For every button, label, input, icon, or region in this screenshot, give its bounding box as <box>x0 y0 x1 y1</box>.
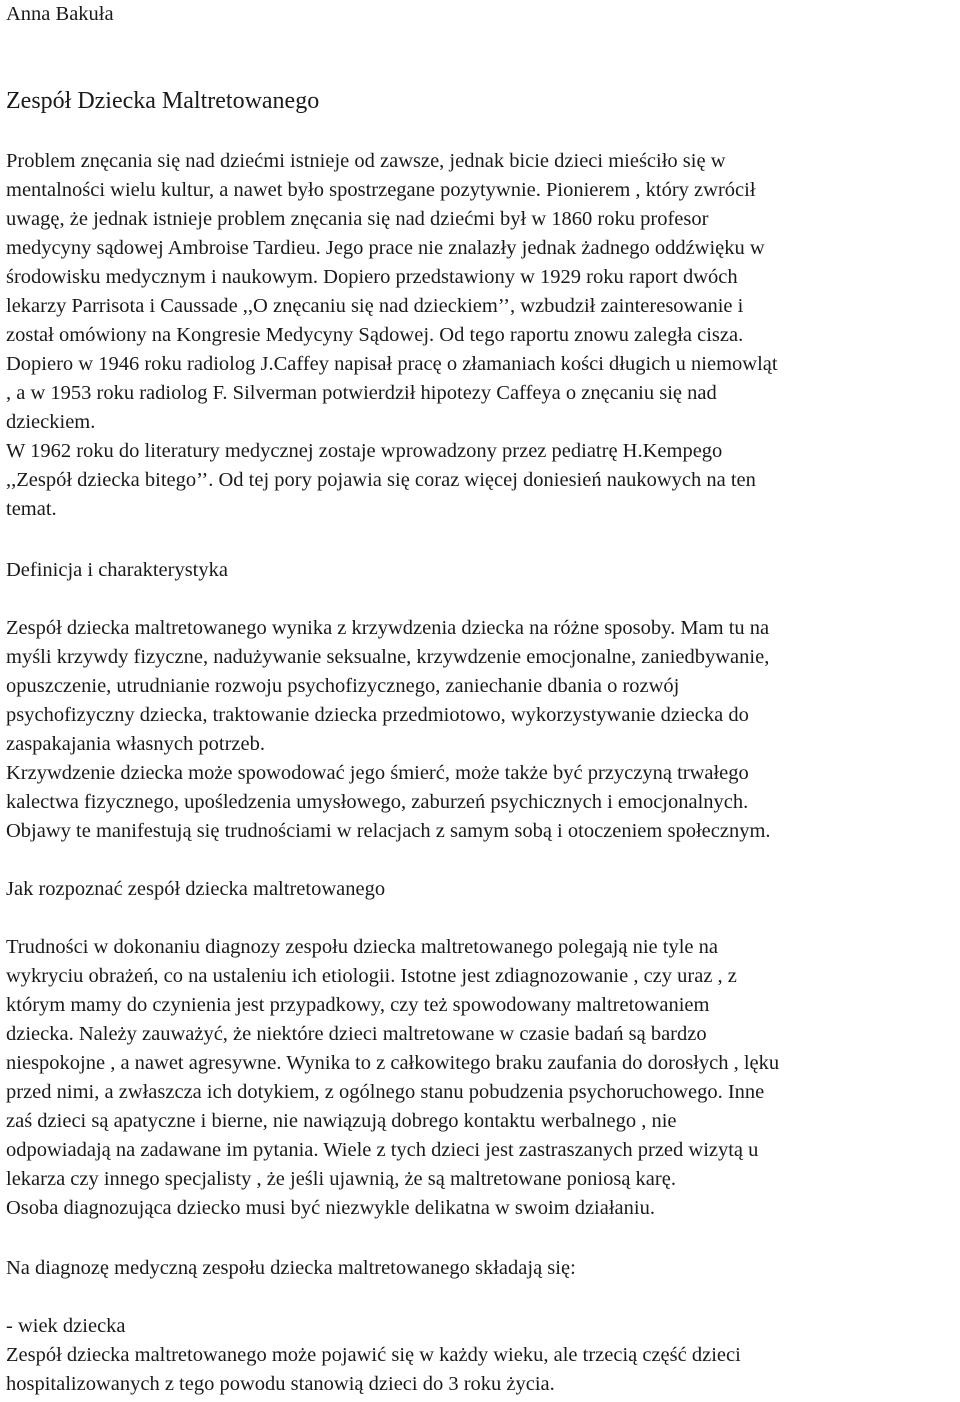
list-item-age: - wiek dziecka <box>6 1315 126 1337</box>
text-line: temat. <box>6 498 57 520</box>
text-line: dzieckiem. <box>6 411 96 433</box>
text-line: Trudności w dokonaniu diagnozy zespołu dziecka maltretowanego polegają nie tyle na <box>6 936 718 958</box>
text-line: zaspakajania własnych potrzeb. <box>6 733 265 755</box>
text-line: mentalności wielu kultur, a nawet było spostrzegane pozytywnie. Pionierem , który zwrócił <box>6 179 756 201</box>
text-line: Zespół dziecka maltretowanego może pojawić się w każdy wieku, ale trzecią część dzieci <box>6 1344 741 1366</box>
section-heading-recognize: Jak rozpoznać zespół dziecka maltretowanego <box>6 878 386 900</box>
text-line: opuszczenie, utrudnianie rozwoju psychofizycznego, zaniechanie dbania o rozwój <box>6 675 680 697</box>
section-heading-definition: Definicja i charakterystyka <box>6 559 228 581</box>
text-line: przed nimi, a zwłaszcza ich dotykiem, z ogólnego stanu pobudzenia psychoruchowego. Inne <box>6 1081 765 1103</box>
text-line: , a w 1953 roku radiolog F. Silverman potwierdził hipotezy Caffeya o znęcaniu się nad <box>6 382 717 404</box>
text-line: hospitalizowanych z tego powodu stanowią dzieci do 3 roku życia. <box>6 1373 555 1395</box>
text-line: Krzywdzenie dziecka może spowodować jego śmierć, może także być przyczyną trwałego <box>6 762 749 784</box>
text-line: środowisku medycznym i naukowym. Dopiero przedstawiony w 1929 roku raport dwóch <box>6 266 738 288</box>
text-line: którym mamy do czynienia jest przypadkowy, czy też spowodowany maltretowaniem <box>6 994 710 1016</box>
text-line: medycyny sądowej Ambroise Tardieu. Jego prace nie znalazły jednak żadnego oddźwięku w <box>6 237 765 259</box>
text-line: odpowiadają na zadawane im pytania. Wiele z tych dzieci jest zastraszanych przed wizytą u <box>6 1139 759 1161</box>
text-line: Zespół dziecka maltretowanego wynika z krzywdzenia dziecka na różne sposoby. Mam tu na <box>6 617 770 639</box>
text-line: Objawy te manifestują się trudnościami w relacjach z samym sobą i otoczeniem społecznym. <box>6 820 771 842</box>
text-line: kalectwa fizycznego, upośledzenia umysłowego, zaburzeń psychicznych i emocjonalnych. <box>6 791 749 813</box>
text-line: psychofizyczny dziecka, traktowanie dziecka przedmiotowo, wykorzystywanie dziecka do <box>6 704 749 726</box>
text-line: dziecka. Należy zauważyć, że niektóre dzieci maltretowane w czasie badań są bardzo <box>6 1023 707 1045</box>
text-line: został omówiony na Kongresie Medycyny Sądowej. Od tego raportu znowu zaległa cisza. <box>6 324 744 346</box>
text-line: Osoba diagnozująca dziecko musi być niezwykle delikatna w swoim działaniu. <box>6 1197 655 1219</box>
text-line: myśli krzywdy fizyczne, nadużywanie seksualne, krzywdzenie emocjonalne, zaniedbywanie, <box>6 646 770 668</box>
text-line: lekarza czy innego specjalisty , że jeśli ujawnią, że są maltretowane poniosą karę. <box>6 1168 676 1190</box>
text-line: niespokojne , a nawet agresywne. Wynika to z całkowitego braku zaufania do dorosłych , lęku <box>6 1052 780 1074</box>
document-title: Zespół Dziecka Maltretowanego <box>6 88 320 114</box>
text-line: Problem znęcania się nad dziećmi istnieje od zawsze, jednak bicie dzieci mieściło się w <box>6 150 726 172</box>
text-line: lekarzy Parrisota i Caussade ,,O znęcaniu się nad dzieckiem’’, wzbudził zainteresowanie i <box>6 295 744 317</box>
text-line: W 1962 roku do literatury medycznej zostaje wprowadzony przez pediatrę H.Kempego <box>6 440 723 462</box>
author-name: Anna Bakuła <box>6 3 114 25</box>
text-line: zaś dzieci są apatyczne i bierne, nie nawiązują dobrego kontaktu werbalnego , nie <box>6 1110 677 1132</box>
text-line: ,,Zespół dziecka bitego’’. Od tej pory pojawia się coraz więcej doniesień naukowych na ten <box>6 469 756 491</box>
text-line: wykryciu obrażeń, co na ustaleniu ich etiologii. Istotne jest zdiagnozowanie , czy uraz , z <box>6 965 737 987</box>
section-heading-diagnosis: Na diagnozę medyczną zespołu dziecka maltretowanego składają się: <box>6 1257 576 1279</box>
text-line: Dopiero w 1946 roku radiolog J.Caffey napisał pracę o złamaniach kości długich u niemowląt <box>6 353 778 375</box>
text-line: uwagę, że jednak istnieje problem znęcania się nad dziećmi był w 1860 roku profesor <box>6 208 709 230</box>
